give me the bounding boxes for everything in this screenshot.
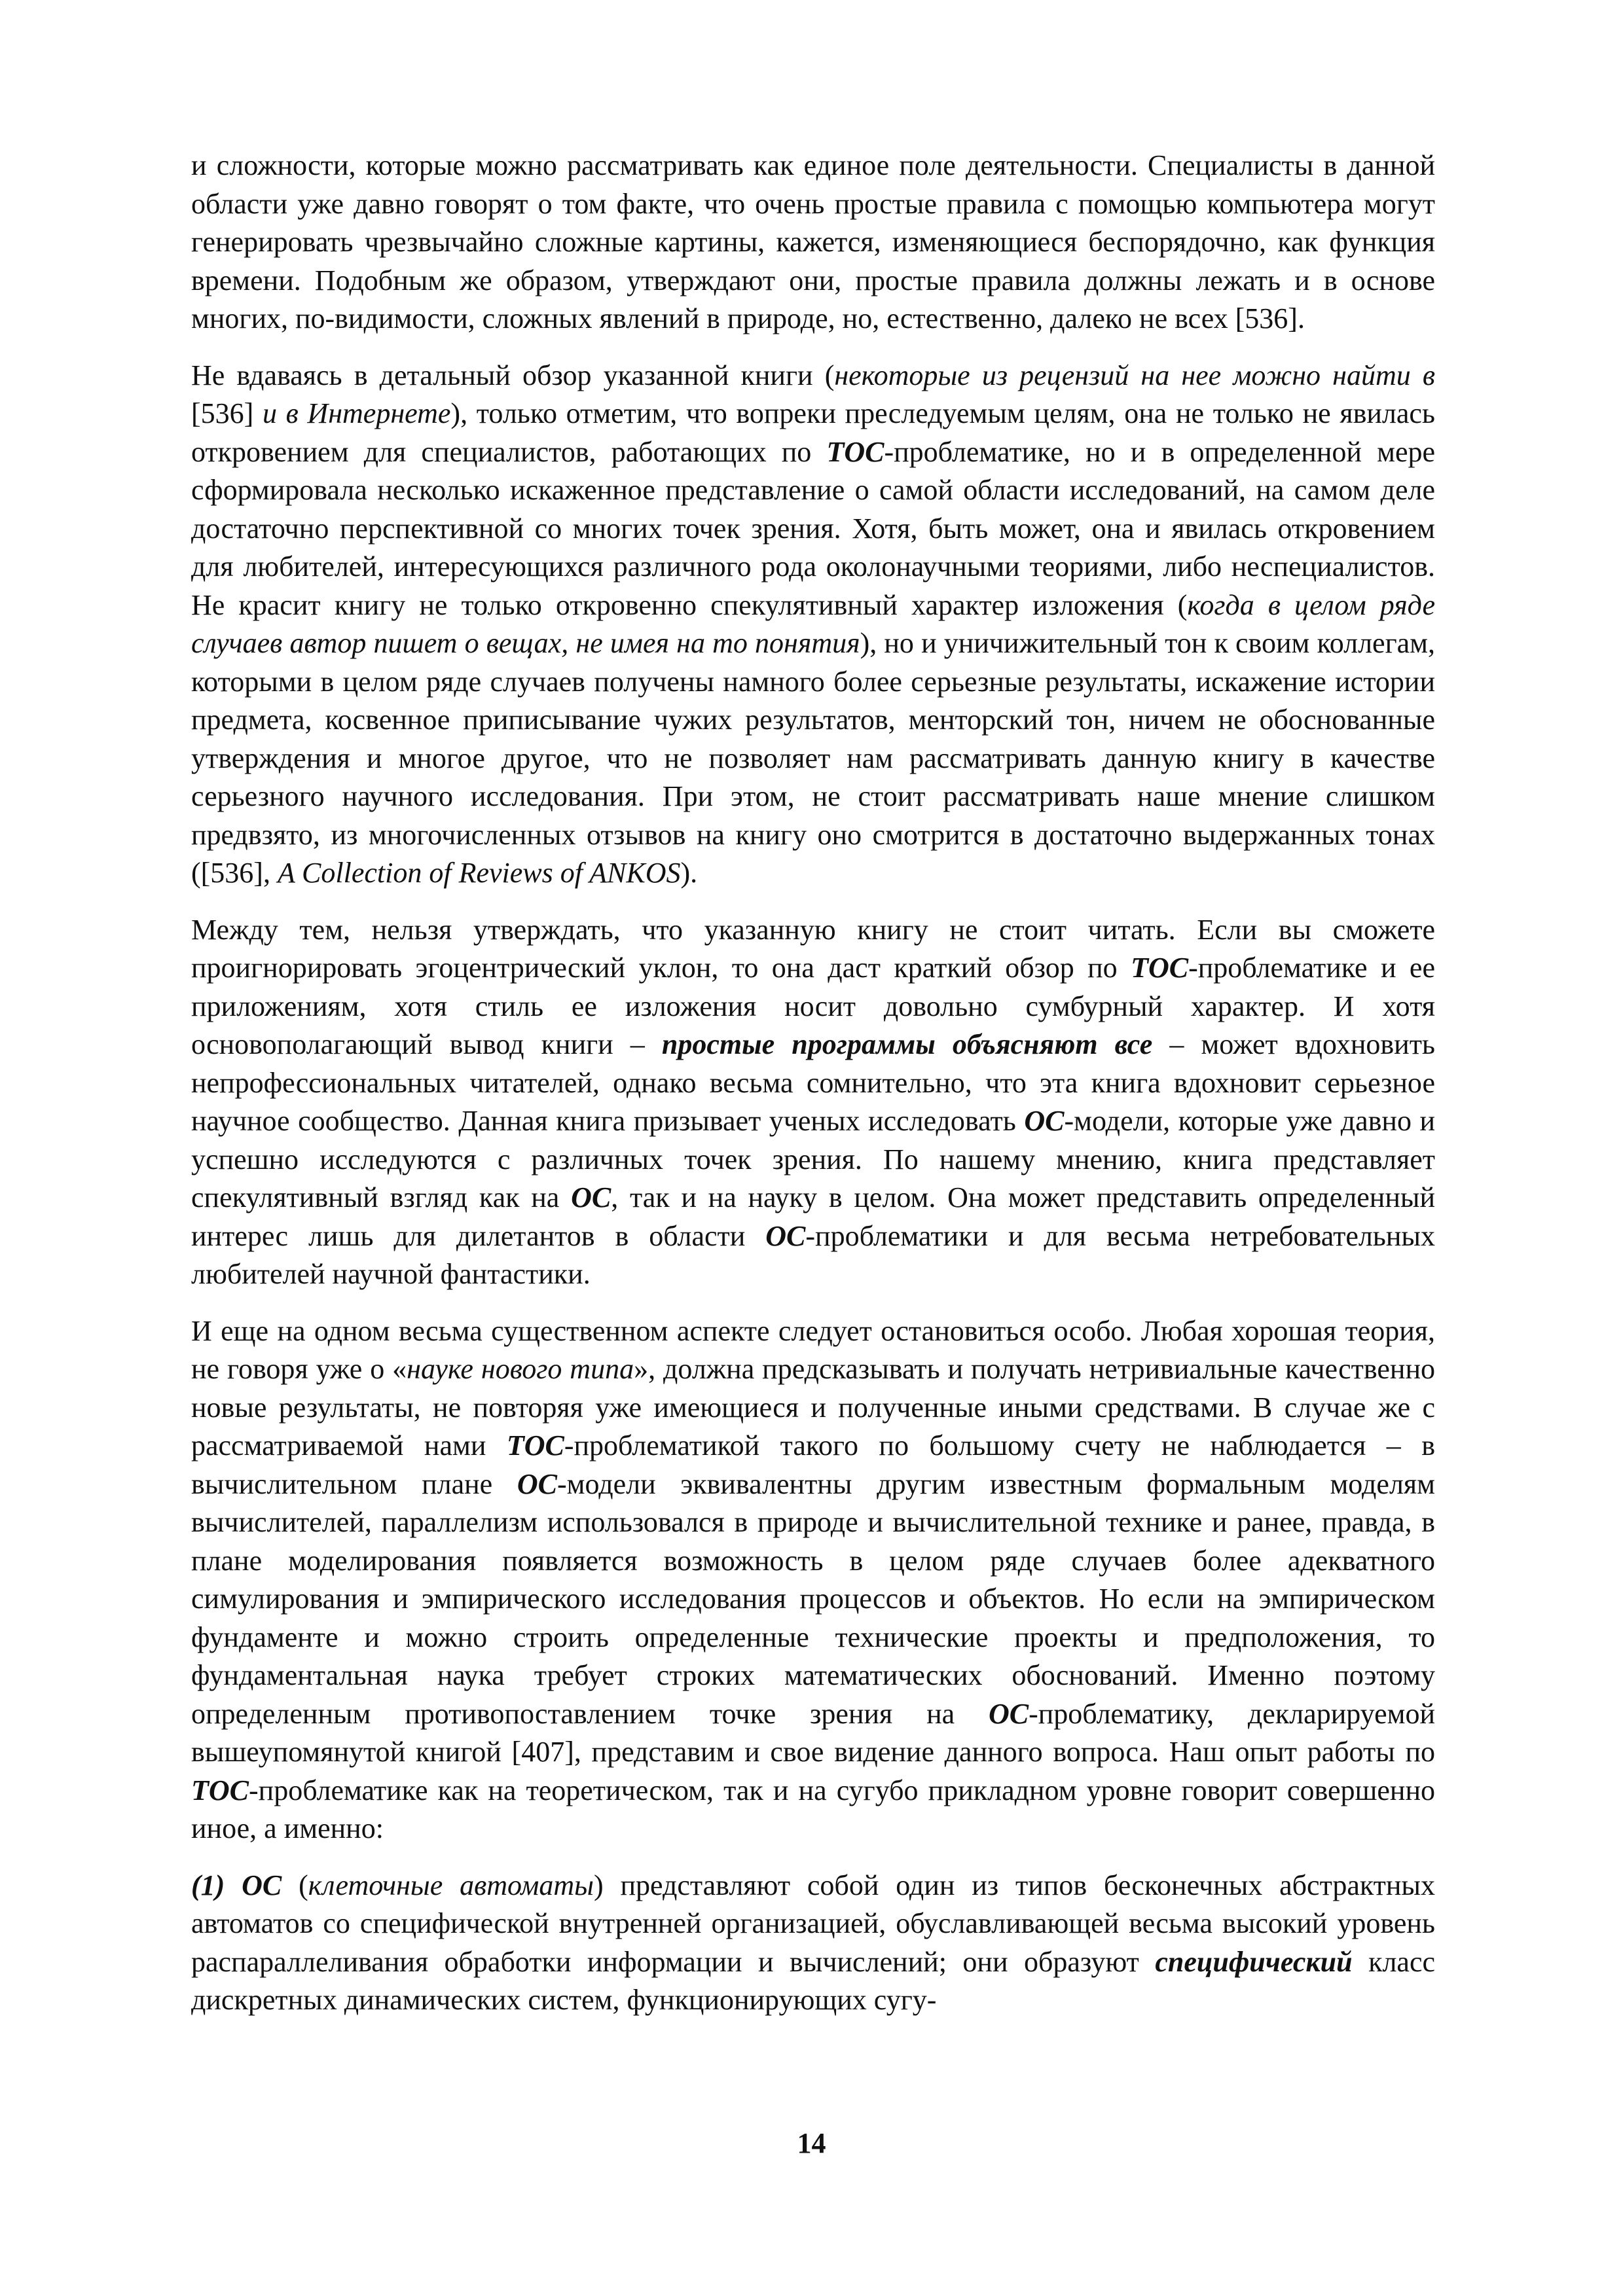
text-run: ОС [517, 1467, 557, 1500]
text-run: TОС [826, 435, 884, 468]
text-run: -проблематику, декларируемой вышеупомянутой книгой [407], представим и свое видение данного вопроса. Наш опыт работы по [191, 1697, 1436, 1768]
text-run: и сложности, которые можно рассматривать как единое поле деятельности. Специалисты в данной области уже давно говорят о том факте, что очень простые правила с помощью компьютера могут генерировать чрезвычайно сложные картины, кажется, изменяющиеся беспорядочно, как функция времени. Подобным же образом, утверждают они, простые правила должны лежать и в основе многих, по-видимости, сложных явлений в природе, но, естественно, далеко не всех [536]. [191, 149, 1435, 334]
text-run: когда в целом ряде случаев автор пишет о вещах, не имея на то понятия [191, 588, 1435, 659]
text-run: -модели, которые уже давно и успешно исследуются с различных точек зрения. По нашему мнению, книга представляет спекулятивный взгляд как на [191, 1105, 1435, 1213]
text-run: », должна предсказывать и получать нетривиальные качественно новые результаты, не повторяя уже имеющиеся и полученные иными средствами. В случае же с рассматриваемой нами [191, 1353, 1435, 1462]
paragraph-3 [191, 911, 1435, 1294]
text-run: Между тем, нельзя утверждать, что указанную книгу не стоит читать. Если вы сможете проигнорировать эгоцентрический уклон, то она даст краткий обзор по [191, 913, 1435, 984]
text-run: ), только отметим, что вопреки преследуемым целям, она не только не явилась откровением для специалистов, работающих по [191, 397, 1435, 468]
text-run: класс дискретных динамических систем, функционирующих сугу- [191, 1945, 1436, 2016]
body-text [191, 147, 1435, 2038]
text-run: клеточные автоматы [308, 1869, 594, 1901]
text-run: – может вдохновить непрофессиональных читателей, однако весьма сомнительно, что эта книга вдохновит серьезное научное сообщество. Данная книга призывает ученых исследовать [191, 1028, 1435, 1137]
text-run: -модели эквивалентны другим известным формальным моделям вычислителей, параллелизм использовался в природе и вычислительной технике и ранее, правда, в плане моделирования появляется возможность в целом ряде случаев более адекватного симулирования и эмпирического исследования процессов и объектов. Но если на эмпирическом фундаменте и можно строить определенные технические проекты и предположения, то фундаментальная наука требует строких математических обоснований. Именно поэтому определенным противопоставлением точке зрения на [191, 1467, 1435, 1730]
text-run: -проблематикой такого по большому счету не наблюдается – в вычислительном плане [191, 1429, 1435, 1500]
text-run: простые программы объясняют все [661, 1028, 1153, 1060]
text-run: некоторые из рецензий на нее можно найти в [834, 359, 1435, 391]
paragraph-5 [191, 1867, 1435, 2020]
text-run: науке нового типа [407, 1353, 634, 1385]
text-run: -проблематике и ее приложениям, хотя стиль ее изложения носит довольно сумбурный характер. И хотя основополагающий вывод книги – [191, 952, 1435, 1060]
paragraph-1 [191, 147, 1435, 338]
text-run: ). [680, 857, 698, 889]
text-run: ОС [571, 1181, 611, 1213]
text-run: ( [282, 1869, 308, 1901]
text-run: ), но и уничижительный тон к своим коллегам, которыми в целом ряде случаев получены намного более серьезные результаты, искажение истории предмета, косвенное приписывание чужих результатов, менторский тон, ничем не обоснованные утверждения и многое другое, что не позволяет нам рассматривать данную книгу в качестве серьезного научного исследования. При этом, не стоит рассматривать наше мнение слишком предвзято, из многочисленных отзывов на книгу оно смотрится в достаточно выдержанных тонах ([536], [191, 627, 1435, 889]
text-run: Не вдаваясь в детальный обзор указанной книги ( [191, 359, 835, 391]
text-run: ОС [1024, 1105, 1065, 1137]
text-run: [536] [191, 397, 263, 429]
text-run: ) представляют собой один из типов бесконечных абстрактных автоматов со специфической внутренней организацией, обуславливающей весьма высокий уровень распараллеливания обработки информации и вычислений; они образуют [191, 1869, 1435, 1978]
text-run: специфический [1155, 1945, 1353, 1978]
text-run: TОС [1131, 952, 1189, 984]
paragraph-2 [191, 357, 1435, 893]
text-run: ОС [765, 1219, 806, 1252]
text-run: A Collection of Reviews of ANKOS [277, 857, 681, 889]
text-run: TОС [506, 1429, 564, 1462]
text-run: (1) ОС [191, 1869, 282, 1901]
text-run: и в Интернете [262, 397, 451, 429]
text-run: -проблематике как на теоретическом, так и на сугубо прикладном уровне говорит совершенно иное, а именно: [191, 1774, 1435, 1844]
text-run: TОС [191, 1774, 249, 1806]
text-run: И еще на одном весьма существенном аспекте следует остановиться особо. Любая хорошая теория, не говоря уже о « [191, 1314, 1435, 1385]
page-number: 14 [797, 2127, 826, 2159]
paragraph-4 [191, 1312, 1435, 1848]
text-run: -проблематике, но и в определенной мере сформировала несколько искаженное представление о самой области исследований, на самом деле достаточно перспективной со многих точек зрения. Хотя, быть может, она и явилась откровением для любителей, интересующихся различного рода околонаучными теориями, либо неспециалистов. Не красит книгу не только откровенно спекулятивный характер изложения ( [191, 435, 1436, 621]
text-run: , так и на науку в целом. Она может представить определенный интерес лишь для дилетантов в области [191, 1181, 1436, 1252]
text-run: -проблематики и для весьма нетребовательных любителей научной фантастики. [191, 1219, 1435, 1290]
text-run: ОС [988, 1697, 1029, 1730]
